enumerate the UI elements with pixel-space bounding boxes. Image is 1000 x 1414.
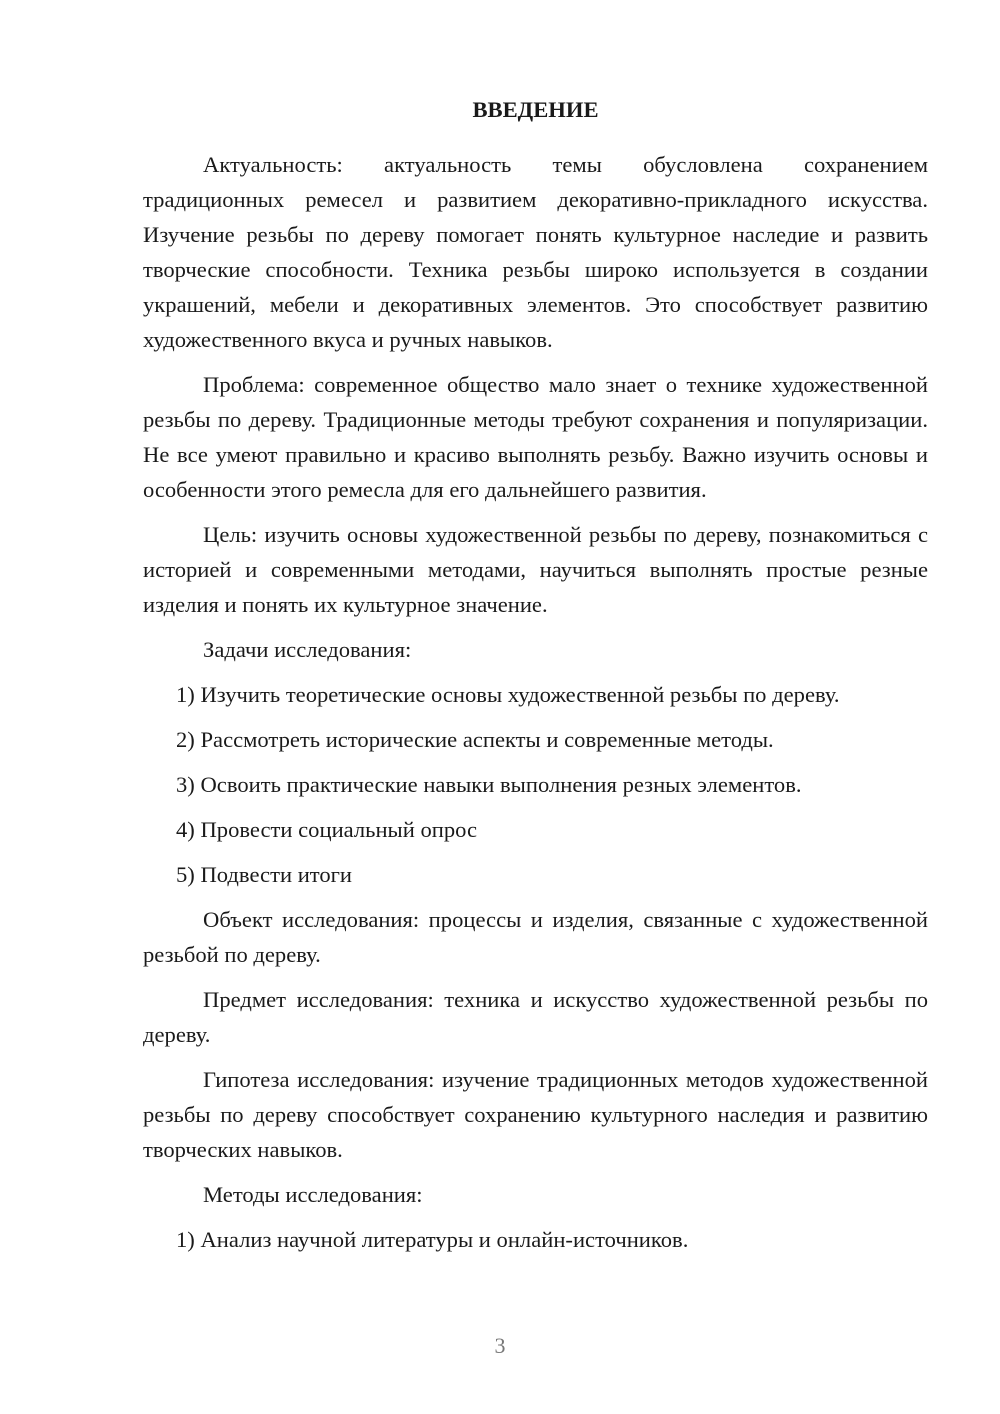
paragraph-object: Объект исследования: процессы и изделия, связанные с художественной резьбой по дереву. (143, 907, 928, 967)
paragraph-hypothesis: Гипотеза исследования: изучение традиционных методов художественной резьбы по дереву способствует сохранению культурного наследия и развитию творческих навыков. (143, 1067, 928, 1162)
tasks-heading: Задачи исследования: (203, 637, 412, 662)
task-item-3: 3) Освоить практические навыки выполнения резных элементов. (176, 772, 802, 797)
method-item-1: 1) Анализ научной литературы и онлайн-источников. (176, 1227, 689, 1252)
task-item-2: 2) Рассмотреть исторические аспекты и современные методы. (176, 727, 774, 752)
task-item-4: 4) Провести социальный опрос (176, 817, 478, 842)
page-number: 3 (494, 1333, 506, 1358)
paragraph-relevance: Актуальность: актуальность темы обусловлена сохранением традиционных ремесел и развитием декоративно-прикладного искусства. Изучение резьбы по дереву помогает понять культурное наследие и развить творческие способности. Техника резьбы широко используется в создании украшений, мебели и декоративных элементов. Это способствует развитию художественного вкуса и ручных навыков. (143, 152, 928, 352)
paragraph-problem: Проблема: современное общество мало знает о технике художественной резьбы по дереву. Традиционные методы требуют сохранения и популяризации. Не все умеют правильно и красиво выполнять резьбу. Важно изучить основы и особенности этого ремесла для его дальнейшего развития. (143, 372, 928, 502)
methods-list (143, 1222, 928, 1257)
task-item-5: 5) Подвести итоги (176, 862, 353, 887)
document-page (143, 92, 928, 1267)
paragraph-goal: Цель: изучить основы художественной резьбы по дереву, познакомиться с историей и современными методами, научиться выполнять простые резные изделия и понять их культурное значение. (143, 522, 928, 617)
section-title: ВВЕДЕНИЕ (472, 97, 599, 122)
task-item-1: 1) Изучить теоретические основы художественной резьбы по дереву. (176, 682, 840, 707)
paragraph-subject: Предмет исследования: техника и искусство художественной резьбы по дереву. (143, 987, 928, 1047)
tasks-list (143, 677, 928, 892)
methods-heading: Методы исследования: (203, 1182, 423, 1207)
